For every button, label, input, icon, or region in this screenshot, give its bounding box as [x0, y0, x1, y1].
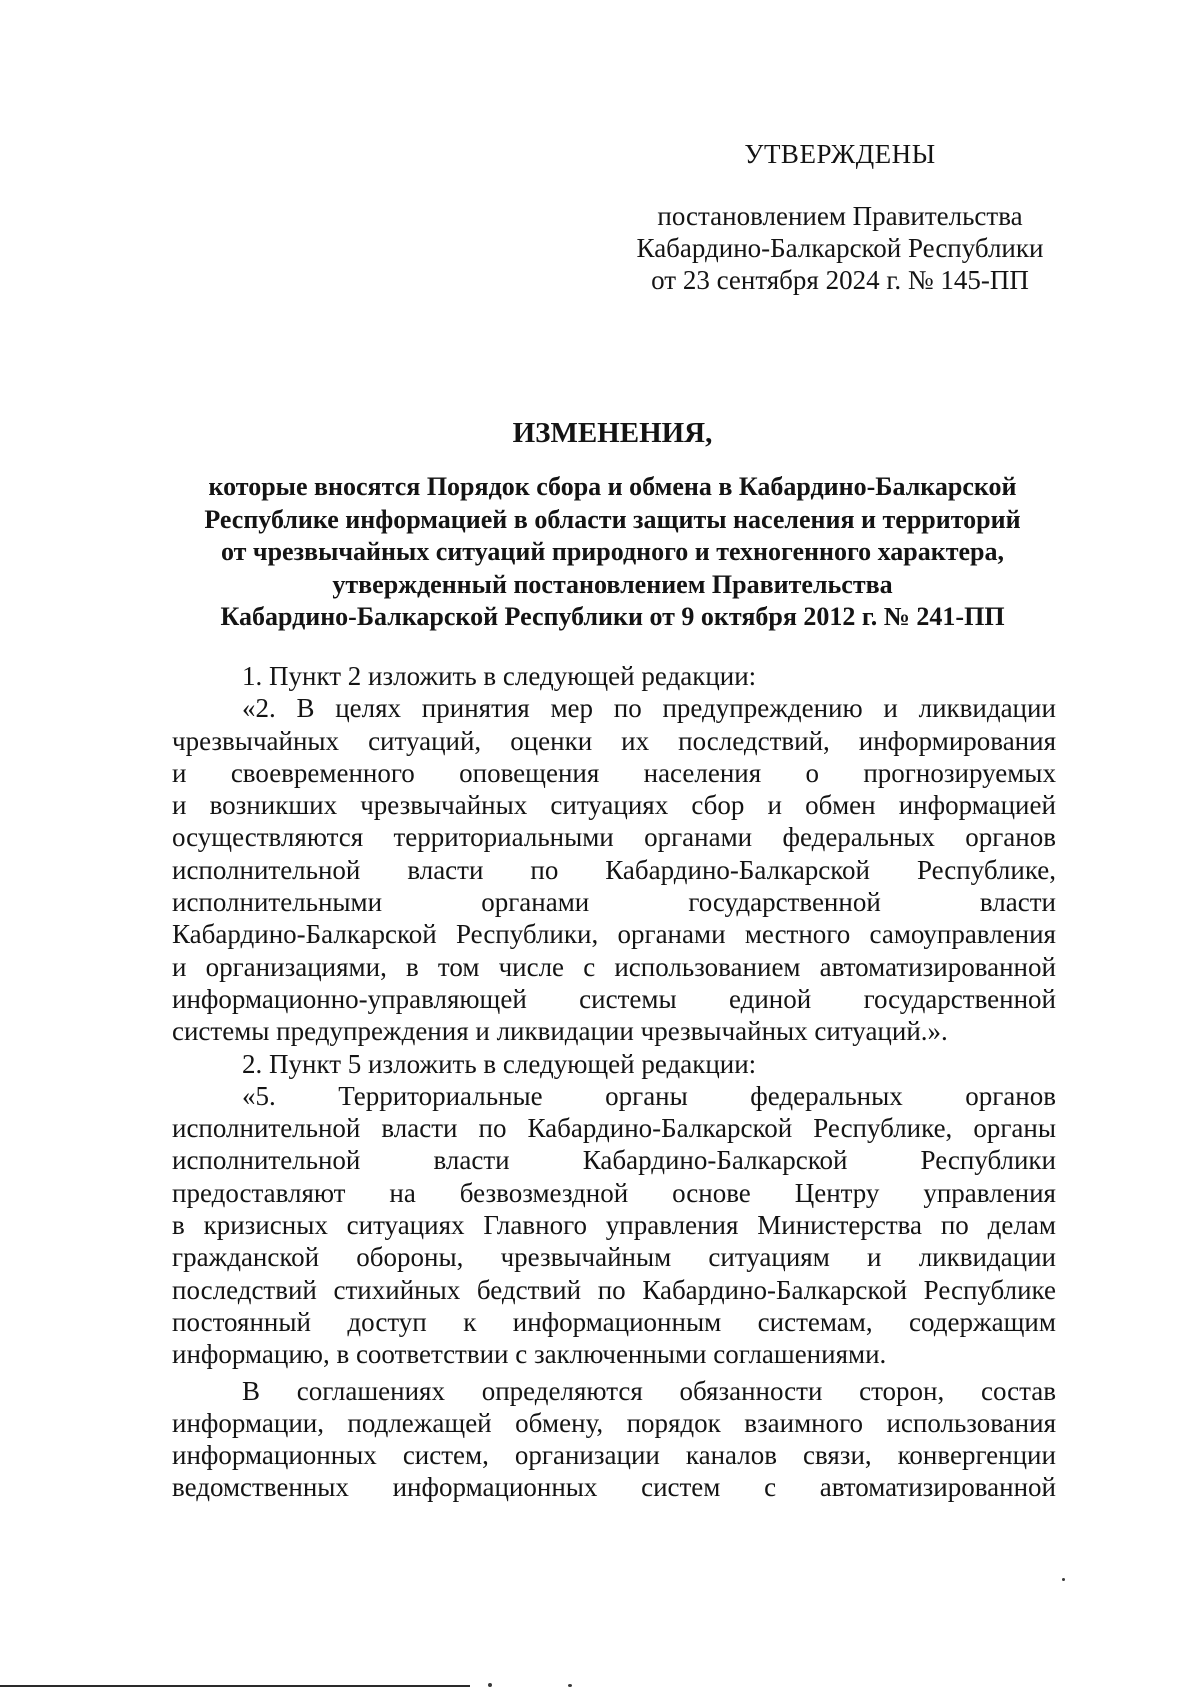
body-line	[172, 1439, 1056, 1471]
word: системам,	[757, 1306, 873, 1337]
word: Центру	[794, 1177, 880, 1208]
word: информационным	[512, 1306, 722, 1337]
word: органы	[605, 1080, 688, 1111]
word: по	[613, 693, 642, 724]
word: с	[764, 1472, 777, 1503]
word: Республики	[920, 1145, 1056, 1176]
word: Главного	[483, 1210, 587, 1241]
word: системы	[579, 983, 677, 1014]
word: по	[530, 854, 559, 885]
word: чрезвычайных	[360, 790, 528, 821]
word: кризисных	[203, 1210, 328, 1241]
word: доступ	[347, 1306, 427, 1337]
word: возникших	[209, 790, 338, 821]
word: исполнительной	[172, 1113, 361, 1144]
word: по	[478, 1113, 507, 1144]
word: власти	[979, 887, 1056, 918]
approval-line: от 23 сентября 2024 г. № 145-ПП	[651, 265, 1029, 295]
body-line	[172, 1407, 1056, 1439]
word: о	[805, 757, 819, 788]
body-line	[172, 692, 1056, 724]
body-line	[172, 983, 1056, 1015]
word: предоставляют	[172, 1177, 346, 1208]
subtitle-line: которые вносятся Порядок сбора и обмена в Кабардино-Балкарской	[208, 472, 1017, 501]
body-line: информацию, в соответствии с заключенными соглашениями.	[172, 1339, 887, 1370]
word: автоматизированной	[819, 951, 1056, 982]
scan-dot	[488, 1683, 492, 1687]
body-line	[172, 1144, 1056, 1176]
word: информационных	[392, 1472, 598, 1503]
word: соглашениях	[296, 1375, 445, 1406]
word: информационно-управляющей	[172, 983, 527, 1014]
word: прогнозируемых	[863, 757, 1056, 788]
approval-stamp: УТВЕРЖДЕНЫ	[744, 139, 936, 169]
word: организациями,	[205, 951, 387, 982]
word: власти	[407, 854, 484, 885]
word: предупреждению	[662, 693, 863, 724]
word: последствий,	[678, 725, 830, 756]
body-line	[172, 1274, 1056, 1306]
word: стихийных	[333, 1274, 461, 1305]
word: Кабардино-Балкарской	[605, 854, 870, 885]
word: своевременного	[230, 757, 415, 788]
word: организации	[514, 1440, 660, 1471]
word: порядок	[626, 1407, 721, 1438]
word: каналов	[685, 1440, 777, 1471]
body-line	[172, 789, 1056, 821]
word: информационных	[172, 1440, 377, 1471]
subtitle-line: Республике информацией в области защиты населения и территорий	[204, 504, 1021, 534]
word: единой	[728, 983, 812, 1014]
document-body	[172, 660, 1056, 1504]
word: бедствий	[476, 1274, 582, 1305]
word: Республики,	[456, 919, 599, 950]
word: органами	[644, 822, 753, 853]
word: чрезвычайным	[500, 1242, 672, 1273]
word: Кабардино-Балкарской	[527, 1113, 793, 1144]
approval-line: постановлением Правительства	[657, 201, 1023, 231]
word: с	[583, 951, 596, 982]
word: их	[621, 725, 650, 756]
word: органов	[965, 822, 1056, 853]
word: принятия	[421, 693, 530, 724]
body-line	[172, 725, 1056, 757]
word: основе	[672, 1177, 751, 1208]
word: Республике	[923, 1274, 1056, 1305]
word: «5.	[242, 1080, 276, 1111]
word: последствий	[172, 1274, 317, 1305]
word: информирования	[858, 725, 1056, 756]
word: обмен	[805, 790, 876, 821]
word: осуществляются	[172, 822, 364, 853]
word: власти	[433, 1145, 510, 1176]
word: безвозмездной	[459, 1177, 629, 1208]
body-line	[172, 1241, 1056, 1273]
approval-line: Кабардино-Балкарской Республики	[636, 233, 1044, 263]
word: подлежащей	[347, 1407, 492, 1438]
word: и	[767, 790, 782, 821]
word: исполнительной	[172, 1145, 361, 1176]
word: федеральных	[750, 1080, 903, 1111]
word: систем	[641, 1472, 721, 1503]
word: ведомственных	[172, 1472, 349, 1503]
word: сторон,	[859, 1375, 945, 1406]
word: состав	[980, 1375, 1056, 1406]
word: делам	[987, 1210, 1056, 1241]
word: к	[463, 1306, 477, 1337]
word: в	[172, 1210, 185, 1241]
word: использованием	[614, 951, 801, 982]
word: сбор	[691, 790, 745, 821]
body-line	[172, 1112, 1056, 1144]
subtitle-line: утвержденный постановлением Правительства	[332, 569, 893, 599]
word: В	[296, 693, 315, 724]
word: государственной	[863, 983, 1056, 1014]
body-line	[172, 854, 1056, 886]
body-line: 2. Пункт 5 изложить в следующей редакции:	[242, 1048, 757, 1079]
word: Кабардино-Балкарской	[172, 919, 437, 950]
word: органы	[973, 1113, 1056, 1144]
page-edge-line	[0, 1685, 470, 1687]
word: Республике,	[813, 1113, 953, 1144]
word: управления	[605, 1210, 739, 1241]
word: обмену,	[515, 1407, 604, 1438]
word: по	[940, 1210, 969, 1241]
word: по	[597, 1274, 626, 1305]
word: ликвидации	[918, 693, 1056, 724]
body-line	[172, 886, 1056, 918]
body-line	[172, 1306, 1056, 1338]
word: связи,	[802, 1440, 872, 1471]
body-line	[172, 821, 1056, 853]
word: Территориальные	[338, 1080, 543, 1111]
approval-block	[610, 138, 1070, 296]
document-title: ИЗМЕНЕНИЯ,	[512, 417, 713, 449]
word: и	[867, 1242, 882, 1273]
word: исполнительной	[172, 854, 361, 885]
document-heading	[170, 415, 1055, 634]
word: ситуациям	[708, 1242, 830, 1273]
word: чрезвычайных	[172, 725, 340, 756]
word: государственной	[688, 887, 881, 918]
word: самоуправления	[869, 919, 1056, 950]
body-line	[172, 951, 1056, 983]
word: и	[172, 790, 187, 821]
word: органами	[617, 919, 726, 950]
word: систем,	[402, 1440, 489, 1471]
word: содержащим	[909, 1306, 1056, 1337]
word: В	[242, 1375, 261, 1406]
body-line	[172, 918, 1056, 950]
word: ликвидации	[918, 1242, 1056, 1273]
word: и	[883, 693, 898, 724]
word: информации,	[172, 1407, 324, 1438]
subtitle-line: от чрезвычайных ситуаций природного и техногенного характера,	[220, 537, 1005, 566]
word: на	[389, 1177, 416, 1208]
word: числе	[498, 951, 565, 982]
word: информацией	[898, 790, 1056, 821]
body-line	[172, 757, 1056, 789]
body-line	[172, 1209, 1056, 1241]
word: ситуаций,	[368, 725, 482, 756]
body-line	[172, 1080, 1056, 1112]
word: ситуациях	[550, 790, 669, 821]
word: органов	[965, 1080, 1056, 1111]
word: исполнительными	[172, 887, 383, 918]
word: оповещения	[459, 757, 600, 788]
word: и	[172, 757, 187, 788]
word: оценки	[510, 725, 593, 756]
word: том	[437, 951, 480, 982]
word: управления	[923, 1177, 1056, 1208]
word: «2.	[242, 693, 276, 724]
word: органами	[481, 887, 590, 918]
word: и	[172, 951, 187, 982]
body-line	[172, 1375, 1056, 1407]
word: целях	[335, 693, 402, 724]
word: Министерства	[757, 1210, 923, 1241]
word: населения	[643, 757, 762, 788]
word: ситуациях	[346, 1210, 465, 1241]
word: территориальными	[393, 822, 614, 853]
word: автоматизированной	[819, 1472, 1056, 1503]
word: власти	[381, 1113, 458, 1144]
word: в	[405, 951, 419, 982]
word: Республике,	[916, 854, 1056, 885]
word: Кабардино-Балкарской	[642, 1274, 908, 1305]
word: использования	[886, 1407, 1056, 1438]
word: постоянный	[172, 1306, 311, 1337]
word: гражданской	[172, 1242, 320, 1273]
word: мер	[550, 693, 594, 724]
word: определяются	[481, 1375, 643, 1406]
word: конвергенции	[897, 1440, 1056, 1471]
body-line: 1. Пункт 2 изложить в следующей редакции:	[242, 661, 757, 691]
word: обязанности	[679, 1375, 823, 1406]
word: Кабардино-Балкарской	[582, 1145, 848, 1176]
word: обороны,	[356, 1242, 464, 1273]
word: взаимного	[744, 1407, 864, 1438]
word: местного	[744, 919, 851, 950]
subtitle-line: Кабардино-Балкарской Республики от 9 октября 2012 г. № 241-ПП	[220, 602, 1005, 631]
scan-dot	[1062, 1578, 1065, 1581]
body-line: системы предупреждения и ликвидации чрезвычайных ситуаций.».	[172, 1016, 948, 1047]
body-line	[172, 1177, 1056, 1209]
word: федеральных	[782, 822, 935, 853]
scan-dot	[568, 1684, 572, 1687]
body-line	[172, 1471, 1056, 1503]
